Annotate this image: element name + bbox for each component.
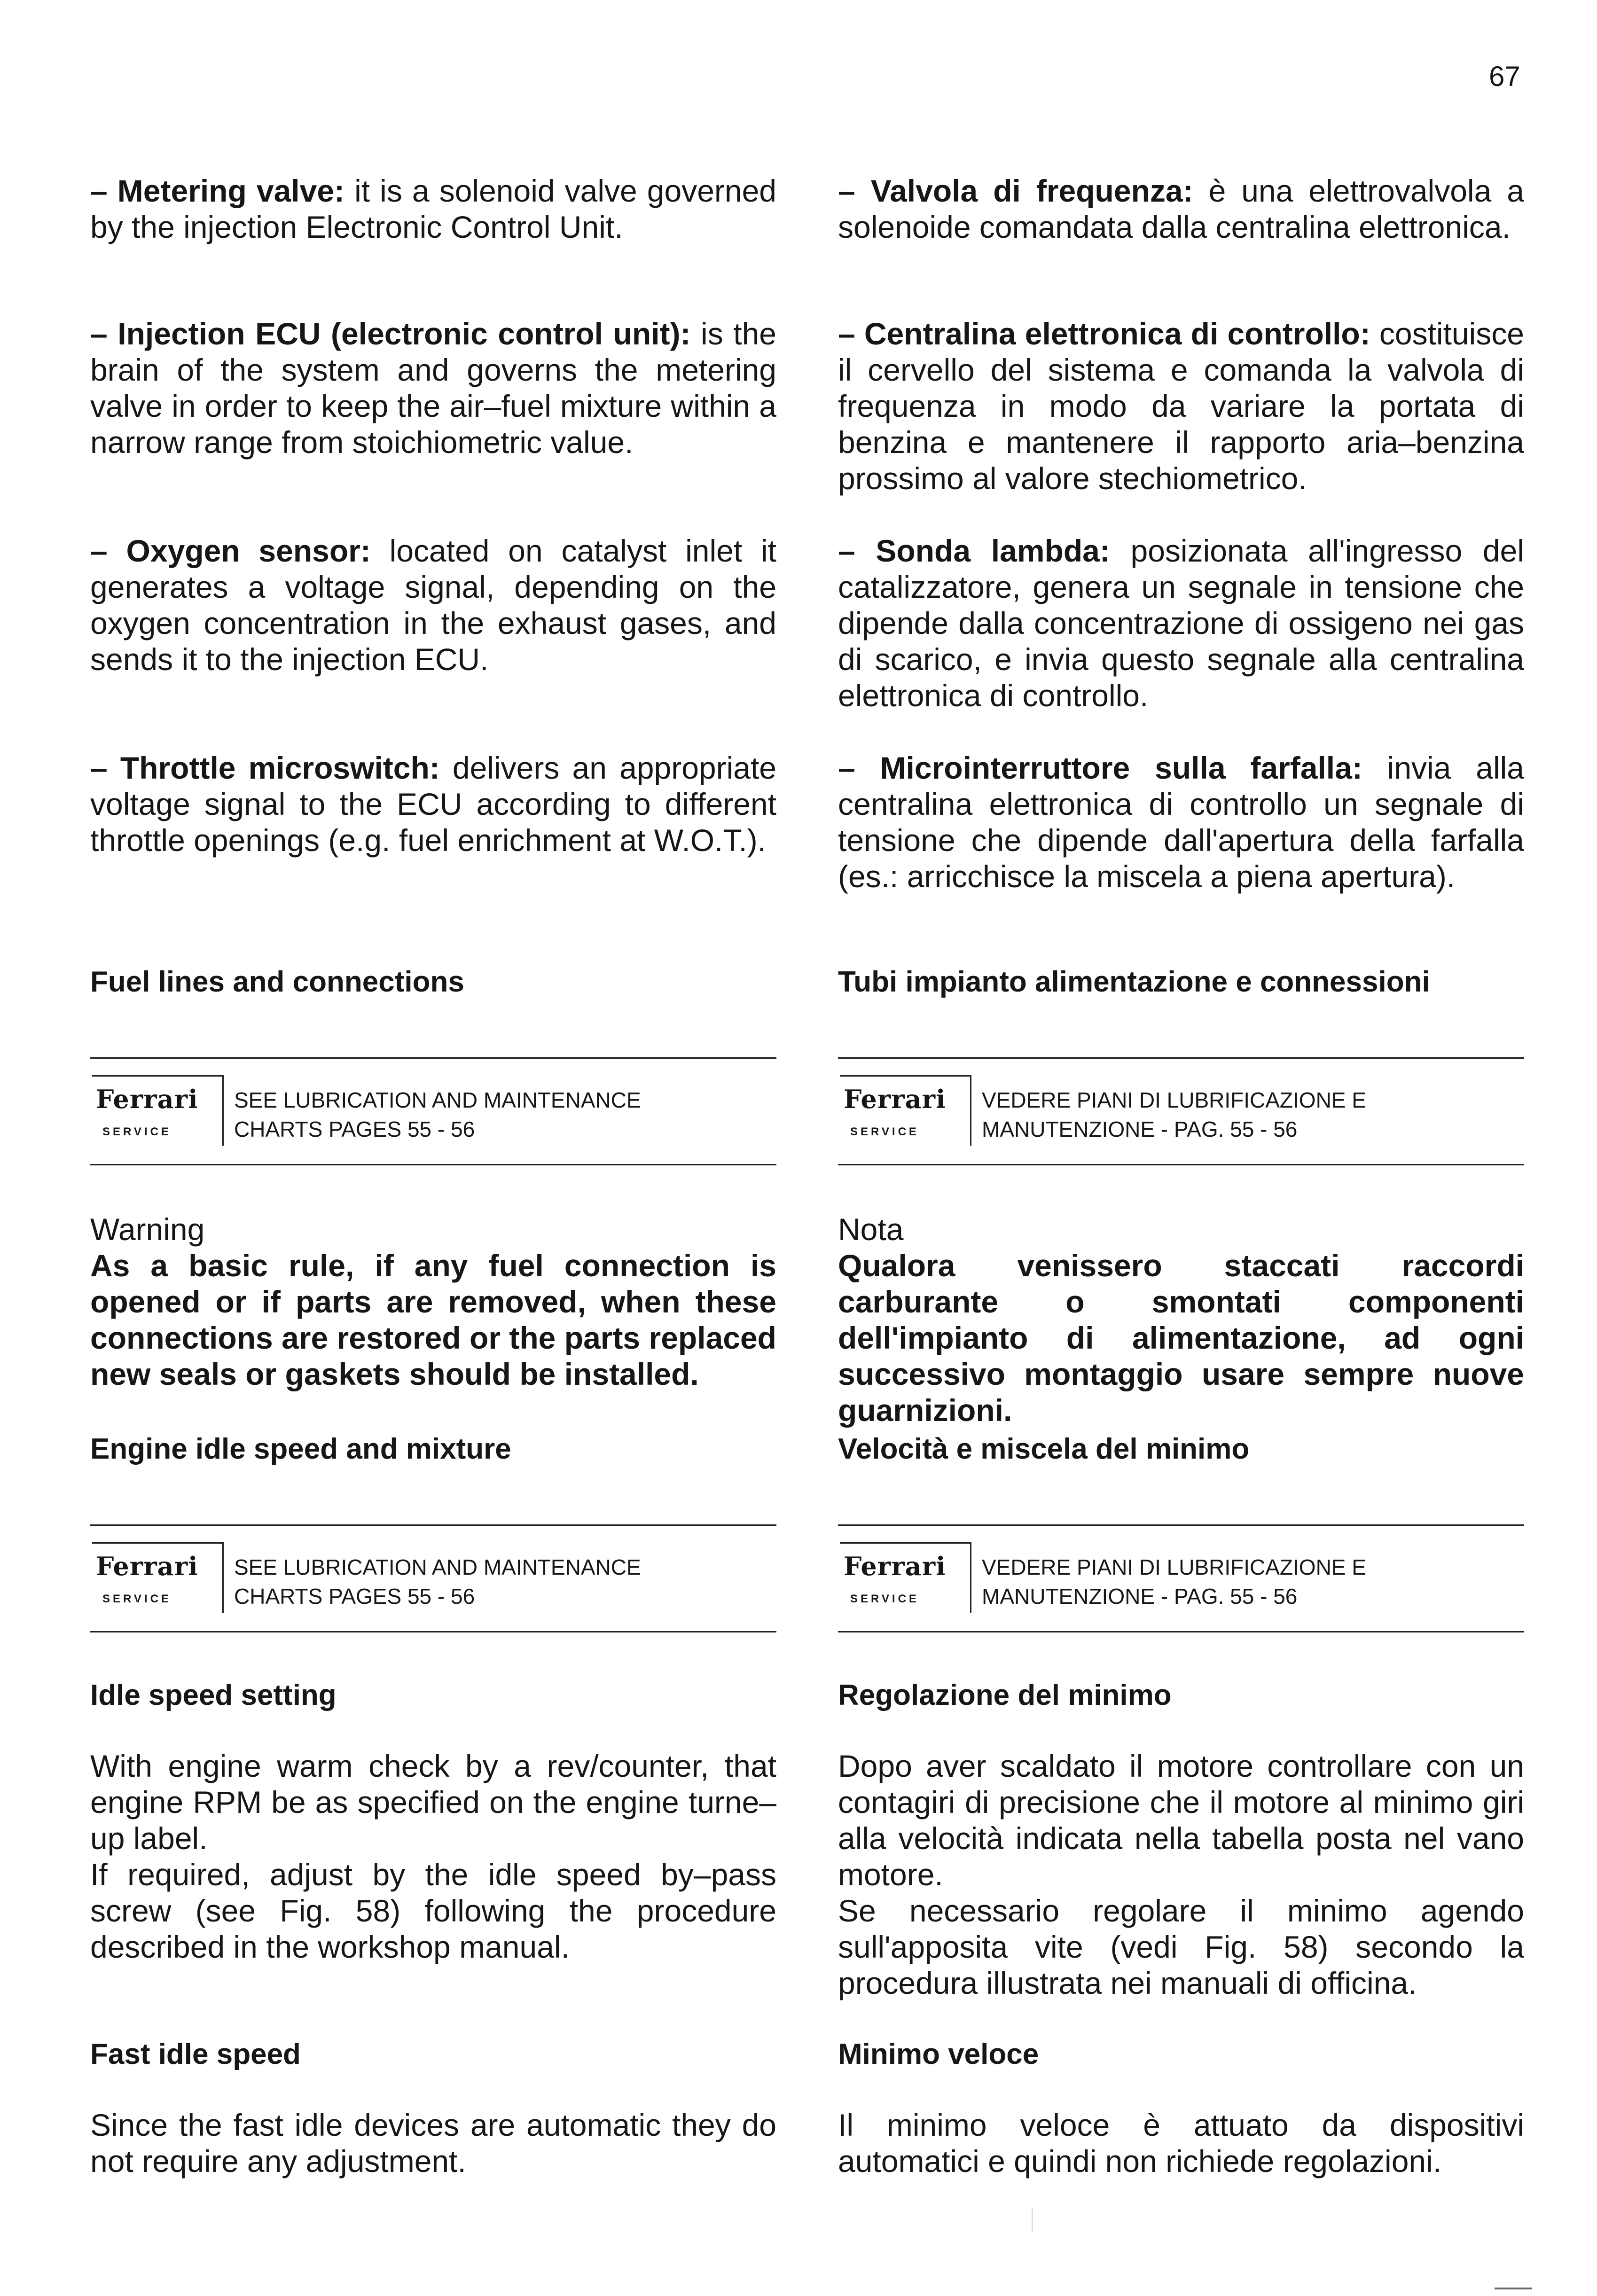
injection-ecu-paragraph bbox=[90, 316, 776, 461]
throttle-microswitch-text: delivers an appropriate voltage signal to the ECU according to different throttle openings (e.g. fuel enrichment at W.O.T.). bbox=[90, 750, 776, 858]
page-number: 67 bbox=[1489, 61, 1520, 92]
centralina-paragraph bbox=[838, 316, 1524, 497]
footer-rule bbox=[1495, 2288, 1532, 2289]
valvola-frequenza-term: – Valvola di frequenza: bbox=[838, 173, 1193, 208]
regolazione-heading: Regolazione del minimo bbox=[838, 1679, 1172, 1711]
sonda-lambda-text: posizionata all'ingresso del catalizzatore, genera un segnale in tensione che dipende dalla concentrazione di ossigeno nei gas di scarico, e invia questo segnale alla centralina elettronica di controllo. bbox=[838, 533, 1524, 713]
ferrari-service-logo: Ferrari SERVICE bbox=[840, 1542, 971, 1613]
microinterruttore-text: invia alla centralina elettronica di controllo un segnale di tensione che dipende dall'apertura della farfalla (es.: arricchisce la miscela a piena apertura). bbox=[838, 750, 1524, 894]
nota-block bbox=[838, 1211, 1524, 1429]
fast-idle-heading: Fast idle speed bbox=[90, 2038, 301, 2070]
service-note-text: VEDERE PIANI DI LUBRIFICAZIONE E MANUTENZIONE - PAG. 55 - 56 bbox=[982, 1555, 1366, 1609]
idle-mixture-heading: Engine idle speed and mixture bbox=[90, 1433, 511, 1465]
valvola-frequenza-paragraph bbox=[838, 173, 1524, 245]
sonda-lambda-paragraph bbox=[838, 533, 1524, 714]
valvola-frequenza-text: è una elettrovalvola a solenoide comandata dalla centralina elettronica. bbox=[838, 173, 1525, 244]
warning-text: As a basic rule, if any fuel connection is opened or if parts are removed, when these connections are restored or the parts replaced new seals or gaskets should be installed. bbox=[90, 1248, 776, 1391]
warning-title: Warning bbox=[90, 1212, 205, 1247]
fast-idle-text: Since the fast idle devices are automatic they do not require any adjustment. bbox=[90, 2108, 776, 2179]
centralina-term: – Centralina elettronica di controllo: bbox=[838, 316, 1370, 351]
microinterruttore-term: – Microinterruttore sulla farfalla: bbox=[838, 750, 1362, 785]
scan-speck bbox=[1032, 2209, 1033, 2232]
nota-title: Nota bbox=[838, 1212, 904, 1247]
throttle-microswitch-term: – Throttle microswitch: bbox=[90, 750, 440, 785]
fuel-lines-heading: Fuel lines and connections bbox=[90, 966, 464, 998]
idle-setting-heading: Idle speed setting bbox=[90, 1679, 337, 1711]
injection-ecu-term: – Injection ECU (electronic control unit): bbox=[90, 316, 691, 351]
minimo-veloce-text: Il minimo veloce è attuato da dispositivi automatici e quindi non richiede regolazioni. bbox=[838, 2108, 1524, 2179]
velocita-miscela-heading: Velocità e miscela del minimo bbox=[838, 1433, 1250, 1465]
oxygen-sensor-term: – Oxygen sensor: bbox=[90, 533, 371, 568]
service-note-text: VEDERE PIANI DI LUBRIFICAZIONE E MANUTENZIONE - PAG. 55 - 56 bbox=[982, 1088, 1366, 1141]
sonda-lambda-term: – Sonda lambda: bbox=[838, 533, 1110, 568]
service-note-text: SEE LUBRICATION AND MAINTENANCE CHARTS PAGES 55 - 56 bbox=[234, 1088, 641, 1141]
minimo-veloce-heading: Minimo veloce bbox=[838, 2038, 1039, 2070]
service-note-text: SEE LUBRICATION AND MAINTENANCE CHARTS PAGES 55 - 56 bbox=[234, 1555, 641, 1609]
service-note-lubrificazione-2 bbox=[838, 1524, 1524, 1632]
service-note-lubrication-2 bbox=[90, 1524, 776, 1632]
ferrari-service-logo: Ferrari SERVICE bbox=[92, 1075, 224, 1146]
microinterruttore-paragraph bbox=[838, 750, 1524, 895]
ferrari-service-logo: Ferrari SERVICE bbox=[92, 1542, 224, 1613]
injection-ecu-text: is the brain of the system and governs the metering valve in order to keep the air–fuel mixture within a narrow range from stoichiometric value. bbox=[90, 316, 776, 460]
oxygen-sensor-text: located on catalyst inlet it generates a voltage signal, depending on the oxygen concentration in the exhaust gases, and sends it to the injection ECU. bbox=[90, 533, 776, 677]
idle-setting-text: With engine warm check by a rev/counter, that engine RPM be as specified on the engine turne–up label. If required, adjust by the idle speed by–pass screw (see Fig. 58) following the procedure described in the workshop manual. bbox=[90, 1749, 776, 1964]
throttle-microswitch-paragraph bbox=[90, 750, 776, 859]
metering-valve-paragraph bbox=[90, 173, 776, 245]
ferrari-service-logo: Ferrari SERVICE bbox=[840, 1075, 971, 1146]
centralina-text: costituisce il cervello del sistema e comanda la valvola di frequenza in modo da variare la portata di benzina e mantenere il rapporto aria–benzina prossimo al valore stechiometrico. bbox=[838, 316, 1524, 496]
metering-valve-term: – Metering valve: bbox=[90, 173, 345, 208]
metering-valve-text: it is a solenoid valve governed by the injection Electronic Control Unit. bbox=[90, 173, 776, 244]
service-note-lubrificazione bbox=[838, 1057, 1524, 1165]
oxygen-sensor-paragraph bbox=[90, 533, 776, 678]
regolazione-text: Dopo aver scaldato il motore controllare con un contagiri di precisione che il motore al minimo giri alla velocità indicata nella tabella posta nel vano motore. Se necessario regolare il minimo agendo sull'apposita vite (vedi Fig. 58) secondo la procedura illustrata nei manuali di officina. bbox=[838, 1749, 1524, 2000]
warning-block bbox=[90, 1211, 776, 1392]
tubi-heading: Tubi impianto alimentazione e connessioni bbox=[838, 966, 1430, 998]
service-note-lubrication bbox=[90, 1057, 776, 1165]
nota-text: Qualora venissero staccati raccordi carburante o smontati componenti dell'impianto di alimentazione, ad ogni successivo montaggio usare sempre nuove guarnizioni. bbox=[838, 1248, 1524, 1428]
